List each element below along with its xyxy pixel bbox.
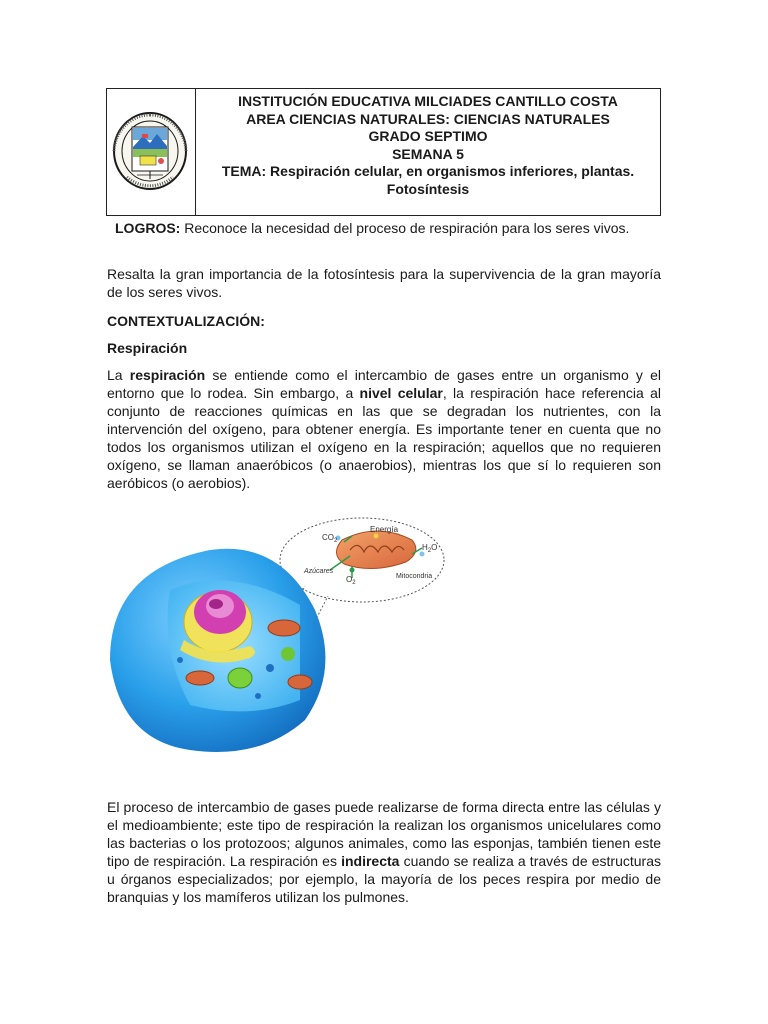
respiracion-paragraph [107, 366, 661, 492]
contextualizacion-heading: CONTEXTUALIZACIÓN: [107, 313, 265, 329]
logros-label: LOGROS: [115, 220, 181, 236]
school-logo [107, 89, 193, 213]
para1-bold-respiracion: respiración [129, 367, 206, 383]
header-institution: INSTITUCIÓN EDUCATIVA MILCIADES CANTILLO COSTA [238, 93, 618, 109]
para2-text-1: El proceso de intercambio de gases puede realizarse de forma directa entre las células y el medioambiente; este tipo de respiración la realizan los organismos unicelulares como las bacterias o los protozoos; algunos animales, como las esponjas, también tienen este tipo de respiración. La respiración es [107, 799, 661, 869]
cell-illustration [100, 500, 500, 780]
header-topic-cont: Fotosíntesis [386, 180, 470, 197]
header-area: AREA CIENCIAS NATURALES: CIENCIAS NATURALES [246, 110, 610, 127]
intercambio-paragraph [107, 798, 661, 906]
header-text [197, 93, 659, 199]
para2-text-2: cuando se realiza a través de estructuras u órganos especializados; por ejemplo, la mayoría de los peces respira por medio de branquias y los mamíferos utilizan los pulmones. [107, 853, 662, 905]
header-week: SEMANA 5 [392, 145, 464, 162]
respiracion-heading: Respiración [107, 340, 188, 356]
para1-text-1: La [107, 367, 130, 383]
label-co2: $CO_2$ [322, 533, 338, 544]
resalta-paragraph: Resalta la gran importancia de la fotosíntesis para la supervivencia de la gran mayoría de los seres vivos. [107, 266, 661, 300]
label-mitocondria: Mitocondria [396, 573, 433, 580]
header-table [106, 88, 661, 216]
logo-cell [107, 89, 196, 215]
animal-cell-icon [110, 549, 325, 752]
label-h2o: $H_2O$ [422, 543, 438, 554]
header-topic: TEMA: Respiración celular, en organismos inferiores, plantas. [221, 163, 635, 180]
para1-text-3: , la respiración hace referencia al conjunto de reacciones químicas en las que se degradan los nutrientes, con la intervención del oxígeno, para obtener energía. Es importante tener en cuenta que no todos los organismos utilizan el oxígeno en la respiración; aquellos que no requieren oxígeno, se llaman anaeróbicos (o anaerobios), mientras los que sí lo requieren son aeróbicos (o aerobios). [107, 385, 662, 491]
label-o2: $O_2$ [346, 575, 356, 586]
logros-text: Reconoce la necesidad del proceso de respiración para los seres vivos. [180, 220, 630, 236]
para2-bold-indirecta: indirecta [341, 853, 400, 869]
header-grade: GRADO SEPTIMO [368, 128, 488, 145]
label-azucares: Azúcares [304, 568, 334, 575]
cell-respiration-figure [100, 500, 500, 780]
para1-bold-nivel-celular: nivel celular [359, 385, 443, 401]
para1-text-2: se entiende como el intercambio de gases entre un organismo y el entorno que lo rodea. Sin embargo, a [107, 367, 661, 401]
logros-paragraph [107, 219, 661, 237]
label-energia: Energía [370, 525, 399, 534]
